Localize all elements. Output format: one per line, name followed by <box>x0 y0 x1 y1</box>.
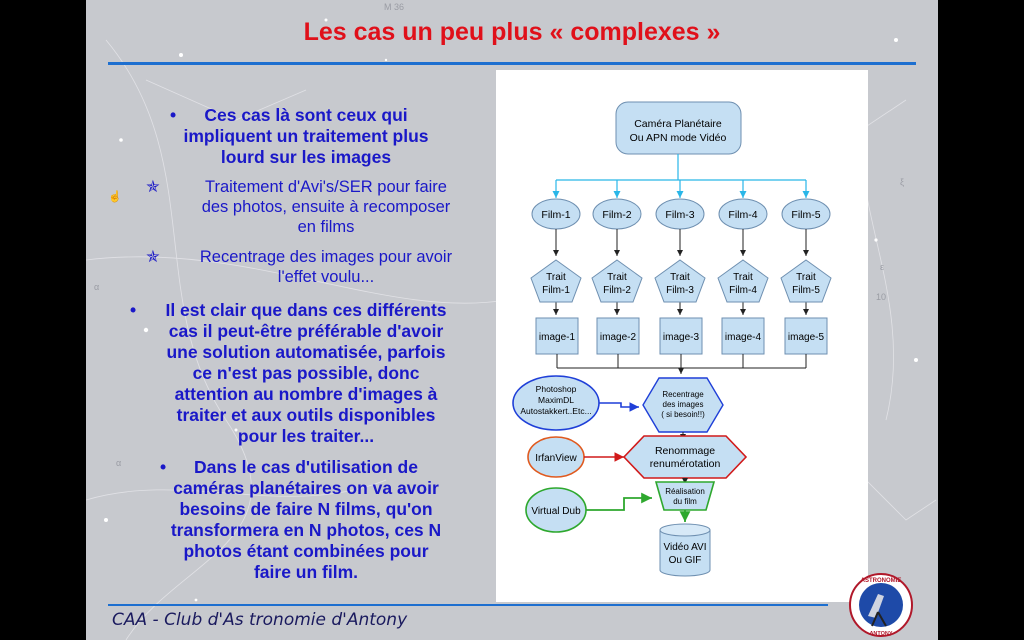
bullet-1-line-3: lourd sur les images <box>220 147 392 167</box>
trait-label-line-2: Film-4 <box>729 285 757 296</box>
title-divider <box>108 62 916 65</box>
film-row <box>532 199 830 229</box>
realisation-label-line-2: du film <box>673 497 697 506</box>
bullet-2-line-1: Il est clair que dans ces différents <box>165 300 447 320</box>
trait-label-line-2: Film-3 <box>666 285 694 296</box>
sub-1-line-3: en films <box>297 218 355 236</box>
fan-connectors <box>556 154 806 198</box>
tool2-label: IrfanView <box>535 453 577 464</box>
film-label: Film-3 <box>665 209 695 221</box>
star-bullet-icon: ✯ <box>146 248 160 266</box>
bullet-2-line-5: attention au nombre d'images à <box>174 384 438 404</box>
recentrage-label-line-3: ( si besoin!!) <box>661 410 705 419</box>
sub-bullet-1 <box>116 177 496 237</box>
image-label: image-5 <box>787 332 825 343</box>
sub-bullet-2 <box>116 247 496 287</box>
svg-text:ξ: ξ <box>900 177 905 187</box>
renommage-node <box>624 436 746 478</box>
film-label: Film-5 <box>791 209 821 221</box>
bullet-3-line-1: Dans le cas d'utilisation de <box>194 457 418 477</box>
bullet-1-line-2: impliquent un traitement plus <box>183 126 429 146</box>
footer-text: CAA - Club d'As tronomie d'Antony <box>112 610 408 630</box>
trait-label-line-1: Trait <box>546 272 566 283</box>
tool1-arrow <box>599 403 639 407</box>
trait-label-line-1: Trait <box>733 272 753 283</box>
svg-text:α: α <box>94 282 100 292</box>
trait-label-line-1: Trait <box>796 272 816 283</box>
trait-label-line-1: Trait <box>670 272 690 283</box>
image-label: image-1 <box>538 332 576 343</box>
trait-row <box>531 260 831 302</box>
flowchart <box>496 70 868 602</box>
renommage-label-line-2: renumérotation <box>649 458 721 470</box>
hand-cursor-icon: ☝ <box>108 191 122 203</box>
bullet-2-line-2: cas il peut-être préférable d'avoir <box>168 321 444 341</box>
recentrage-label-line-2: des images <box>662 400 704 409</box>
renommage-label-line-1: Renommage <box>654 445 716 457</box>
bullet-1 <box>116 105 496 168</box>
merge-connectors <box>557 354 806 374</box>
star-bullet-icon: ✯ <box>146 178 160 196</box>
source-label-line-2: Ou APN mode Vidéo <box>629 132 727 144</box>
tool1-label-line-3: Autostakkert..Etc... <box>520 406 592 416</box>
bullet-3-line-3: besoins de faire N films, qu'on <box>179 499 433 519</box>
tool3-label: Virtual Dub <box>531 506 581 517</box>
trait-label-line-2: Film-5 <box>792 285 820 296</box>
source-label-line-1: Caméra Planétaire <box>634 118 722 130</box>
tool3-arrow <box>586 498 652 510</box>
output-label-line-1: Vidéo AVI <box>663 542 707 553</box>
bullet-3 <box>116 457 496 583</box>
bullet-marker: • <box>130 300 137 320</box>
bullet-3-line-2: caméras planétaires on va avoir <box>173 478 439 498</box>
tool1-label-line-1: Photoshop <box>535 384 577 394</box>
bullet-marker: • <box>170 105 177 125</box>
sub-2-line-1: Recentrage des images pour avoir <box>199 248 453 266</box>
sub-1-line-2: des photos, ensuite à recomposer <box>201 198 451 216</box>
bullet-2 <box>116 300 496 447</box>
club-logo <box>848 572 914 638</box>
bullet-2-line-3: une solution automatisée, parfois <box>166 342 446 362</box>
sub-1-line-1: Traitement d'Avi's/SER pour faire <box>205 178 447 196</box>
film-label: Film-1 <box>541 209 571 221</box>
logo-text-bottom: ANTONY <box>869 631 893 637</box>
film-label: Film-4 <box>728 209 758 221</box>
image-label: image-2 <box>599 332 637 343</box>
bullet-marker: • <box>160 457 167 477</box>
bullet-3-line-4: transformera en N photos, ces N <box>170 520 442 540</box>
svg-text:ε: ε <box>880 262 885 272</box>
recentrage-label-line-1: Recentrage <box>662 390 704 399</box>
realisation-label-line-1: Réalisation <box>665 487 705 496</box>
image-label: image-4 <box>724 332 762 343</box>
svg-text:α: α <box>116 458 122 468</box>
bullet-3-line-6: faire un film. <box>253 562 359 582</box>
logo-text-top: ASTRONOMIE <box>860 578 902 584</box>
trait-label-line-1: Trait <box>607 272 627 283</box>
slide-title: Les cas un peu plus « complexes » <box>303 18 721 46</box>
footer-divider <box>108 604 828 606</box>
image-row <box>536 318 827 354</box>
tool1-label-line-2: MaximDL <box>538 395 574 405</box>
bullet-2-line-6: traiter et aux outils disponibles <box>176 405 436 425</box>
output-label-line-2: Ou GIF <box>668 555 702 566</box>
film-label: Film-2 <box>602 209 632 221</box>
bullet-2-line-7: pour les traiter... <box>237 426 375 446</box>
sub-2-line-2: l'effet voulu... <box>277 268 375 286</box>
svg-text:M 36: M 36 <box>384 2 405 12</box>
bullet-3-line-5: photos étant combinées pour <box>183 541 429 561</box>
flowchart-panel <box>496 70 868 602</box>
slide <box>86 0 938 640</box>
trait-label-line-2: Film-1 <box>542 285 570 296</box>
image-label: image-3 <box>662 332 700 343</box>
trait-label-line-2: Film-2 <box>603 285 631 296</box>
bullet-1-line-1: Ces cas là sont ceux qui <box>204 105 408 125</box>
svg-text:10: 10 <box>876 292 887 302</box>
bullet-2-line-4: ce n'est pas possible, donc <box>192 363 420 383</box>
